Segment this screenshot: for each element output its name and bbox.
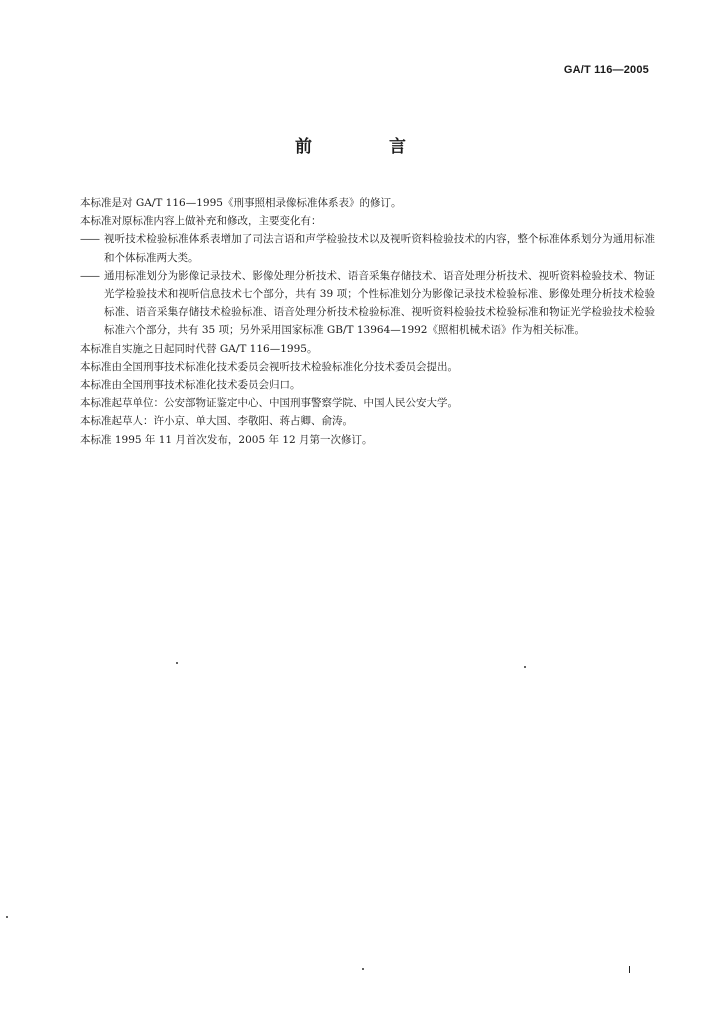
page-number: I bbox=[628, 965, 631, 976]
list-dash: —— bbox=[80, 233, 99, 246]
paragraph-drafting-units: 本标准起草单位：公安部物证鉴定中心、中国刑事警察学院、中国人民公安大学。 bbox=[80, 397, 458, 410]
page-title: 前 言 bbox=[295, 137, 436, 157]
paragraph-changes-intro: 本标准对原标准内容上做补充和修改，主要变化有： bbox=[80, 215, 322, 228]
list-item bbox=[80, 267, 655, 340]
foreword-body bbox=[80, 194, 655, 449]
list-dash: —— bbox=[80, 269, 99, 282]
paragraph-drafters: 本标准起草人：许小京、单大国、李敬阳、蒋占卿、俞涛。 bbox=[80, 415, 353, 428]
paragraph-history: 本标准 1995 年 11 月首次发布，2005 年 12 月第一次修订。 bbox=[80, 433, 373, 446]
scan-speck bbox=[6, 916, 8, 918]
scan-speck bbox=[176, 662, 178, 664]
standard-code: GA/T 116—2005 bbox=[563, 64, 649, 76]
scan-speck bbox=[524, 666, 526, 668]
list-item-text: 通用标准划分为影像记录技术、影像处理分析技术、语音采集存储技术、语音处理分析技术、视听资料检验技术、物证光学检验技术和视听信息技术七个部分，共有 39 项；个性标准划分为影像记录技术检验标准、影像处理分析技术检验标准、语音采集存储技术检验标准、语音处理分析技术检验标准、视听资料检验技术检验标准和物证光学检验技术检验标准六个部分，共有 35 项；另外采用国家标准 GB/T 13964—1992《照相机械术语》作为相关标准。 bbox=[104, 269, 655, 337]
paragraph-replacement: 本标准自实施之日起同时代替 GA/T 116—1995。 bbox=[80, 342, 318, 355]
scan-speck bbox=[362, 968, 364, 970]
list-item bbox=[80, 230, 655, 266]
list-item-text: 视听技术检验标准体系表增加了司法言语和声学检验技术以及视听资料检验技术的内容，整个标准体系划分为通用标准和个体标准两大类。 bbox=[104, 233, 655, 264]
paragraph-centralized: 本标准由全国刑事技术标准化技术委员会归口。 bbox=[80, 379, 301, 392]
paragraph-revision-note: 本标准是对 GA/T 116—1995《刑事照相录像标准体系表》的修订。 bbox=[80, 197, 402, 209]
paragraph-proposer: 本标准由全国刑事技术标准化技术委员会视听技术检验标准化分技术委员会提出。 bbox=[80, 360, 458, 373]
